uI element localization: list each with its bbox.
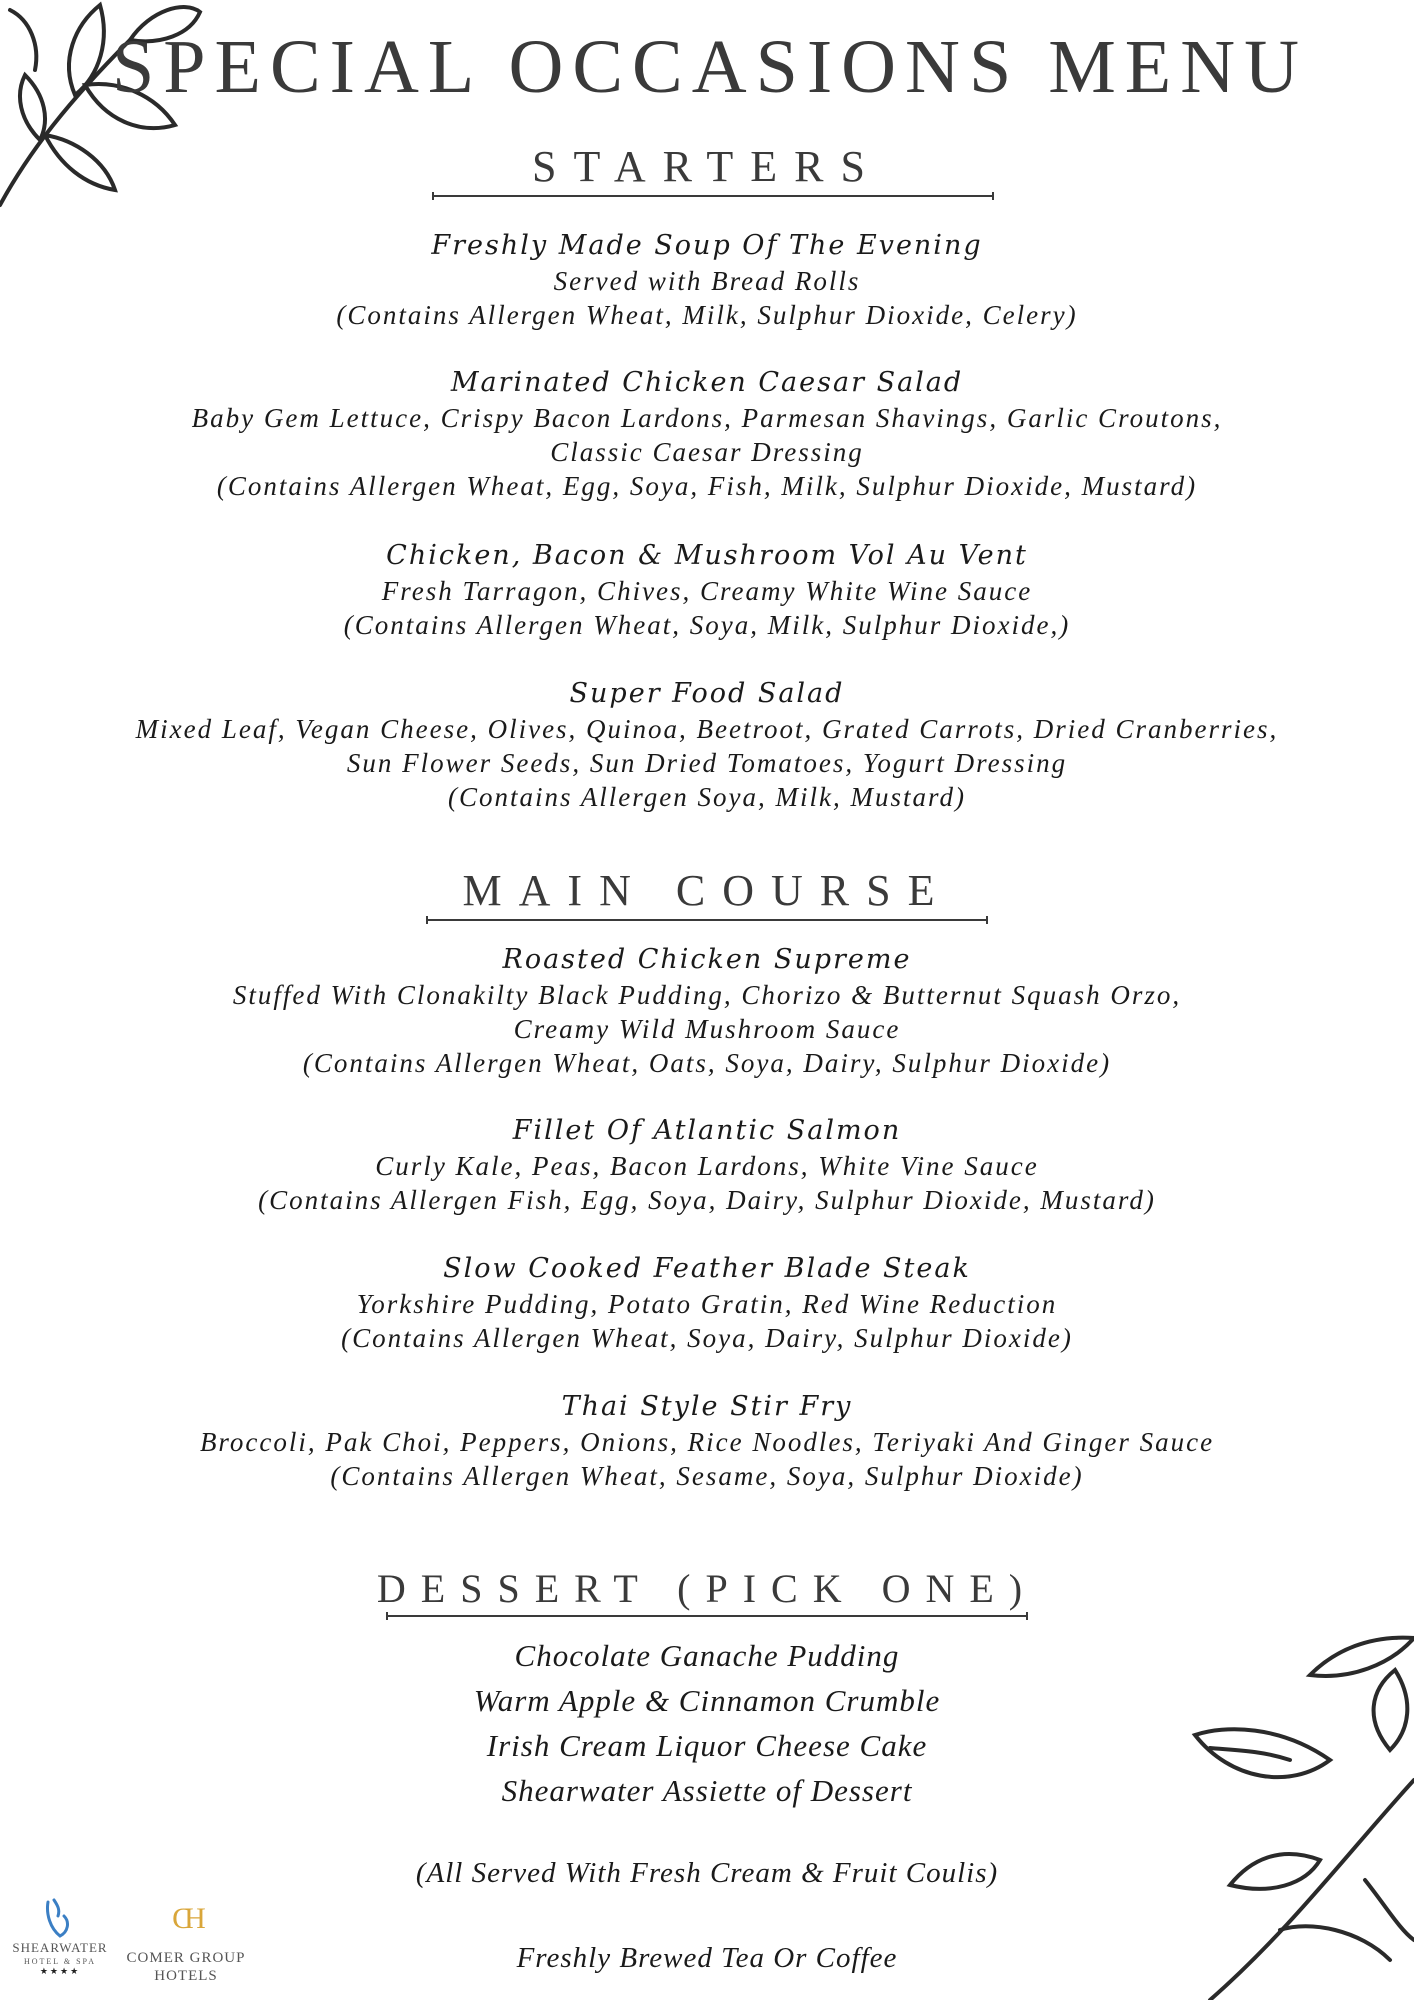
dish-name: Marinated Chicken Caesar Salad <box>450 367 964 398</box>
dish-description: Stuffed With Clonakilty Black Pudding, Chorizo & Butternut Squash Orzo, <box>232 980 1182 1010</box>
dish-allergens: (Contains Allergen Wheat, Egg, Soya, Fish, Milk, Sulphur Dioxide, Mustard) <box>216 471 1198 501</box>
dish-allergens: (Contains Allergen Wheat, Soya, Dairy, Sulphur Dioxide) <box>341 1323 1073 1353</box>
comer-monogram-logo: CH <box>172 1902 198 1935</box>
dish-item <box>0 538 1414 642</box>
dish-name: Super Food Salad <box>569 678 845 709</box>
dish-description: Creamy Wild Mushroom Sauce <box>513 1014 901 1044</box>
dish-name: Freshly Made Soup Of The Evening <box>431 230 983 261</box>
section-heading-main-course: MAIN COURSE <box>462 866 952 915</box>
dish-allergens: (Contains Allergen Soya, Milk, Mustard) <box>448 782 966 812</box>
dessert-item: Warm Apple & Cinnamon Crumble <box>473 1683 941 1718</box>
dish-item <box>0 365 1414 503</box>
dish-allergens: (Contains Allergen Wheat, Milk, Sulphur Dioxide, Celery) <box>336 300 1078 330</box>
shearwater-logo-sub: HOTEL & SPA <box>23 1957 97 1966</box>
dish-description: Broccoli, Pak Choi, Peppers, Onions, Rice Noodles, Teriyaki And Ginger Sauce <box>199 1427 1215 1457</box>
dessert-item: Chocolate Ganache Pudding <box>514 1638 900 1673</box>
dish-description: Fresh Tarragon, Chives, Creamy White Wine Sauce <box>381 576 1033 606</box>
shearwater-bird-logo-icon <box>40 1898 76 1942</box>
page-title: SPECIAL OCCASIONS MENU <box>112 25 1308 109</box>
dish-name: Thai Style Stir Fry <box>561 1391 853 1422</box>
dish-description: Classic Caesar Dressing <box>550 437 864 467</box>
dish-name: Roasted Chicken Supreme <box>502 944 912 975</box>
dish-allergens: (Contains Allergen Fish, Egg, Soya, Dairy, Sulphur Dioxide, Mustard) <box>258 1185 1156 1215</box>
shearwater-logo-stars: ★★★★ <box>39 1966 81 1976</box>
dessert-item: Shearwater Assiette of Dessert <box>501 1773 913 1808</box>
dessert-item: Irish Cream Liquor Cheese Cake <box>486 1728 928 1763</box>
dish-item <box>0 1113 1414 1217</box>
section-divider <box>432 195 994 197</box>
dish-item <box>0 228 1414 332</box>
dish-description: Sun Flower Seeds, Sun Dried Tomatoes, Yogurt Dressing <box>346 748 1068 778</box>
section-divider <box>386 1615 1028 1617</box>
dish-item <box>0 1389 1414 1493</box>
dish-description: Served with Bread Rolls <box>553 266 861 296</box>
section-heading-starters: STARTERS <box>532 142 882 191</box>
dish-description: Yorkshire Pudding, Potato Gratin, Red Wine Reduction <box>356 1289 1058 1319</box>
section-divider <box>426 919 988 921</box>
dish-name: Chicken, Bacon & Mushroom Vol Au Vent <box>386 540 1028 571</box>
comer-logo-line2: HOTELS <box>154 1968 218 1984</box>
dish-description: Curly Kale, Peas, Bacon Lardons, White Vine Sauce <box>375 1151 1039 1181</box>
dish-description: Baby Gem Lettuce, Crispy Bacon Lardons, Parmesan Shavings, Garlic Croutons, <box>191 403 1223 433</box>
shearwater-logo-name: SHEARWATER <box>12 1940 108 1955</box>
dish-description: Mixed Leaf, Vegan Cheese, Olives, Quinoa, Beetroot, Grated Carrots, Dried Cranberries, <box>135 714 1279 744</box>
dessert-note: (All Served With Fresh Cream & Fruit Coulis) <box>415 1857 999 1889</box>
dish-name: Slow Cooked Feather Blade Steak <box>443 1253 971 1284</box>
dish-name: Fillet Of Atlantic Salmon <box>512 1115 902 1146</box>
dish-item <box>0 1251 1414 1355</box>
dish-allergens: (Contains Allergen Wheat, Oats, Soya, Dairy, Sulphur Dioxide) <box>302 1048 1112 1078</box>
dessert-list <box>0 1633 1414 1813</box>
dish-allergens: (Contains Allergen Wheat, Soya, Milk, Sulphur Dioxide,) <box>343 610 1071 640</box>
dish-item <box>0 676 1414 814</box>
section-heading-dessert: DESSERT (PICK ONE) <box>376 1566 1038 1611</box>
tea-coffee-footer: Freshly Brewed Tea Or Coffee <box>516 1942 898 1974</box>
dish-allergens: (Contains Allergen Wheat, Sesame, Soya, Sulphur Dioxide) <box>330 1461 1084 1491</box>
comer-logo-line1: COMER GROUP <box>126 1950 246 1966</box>
dish-item <box>0 942 1414 1080</box>
